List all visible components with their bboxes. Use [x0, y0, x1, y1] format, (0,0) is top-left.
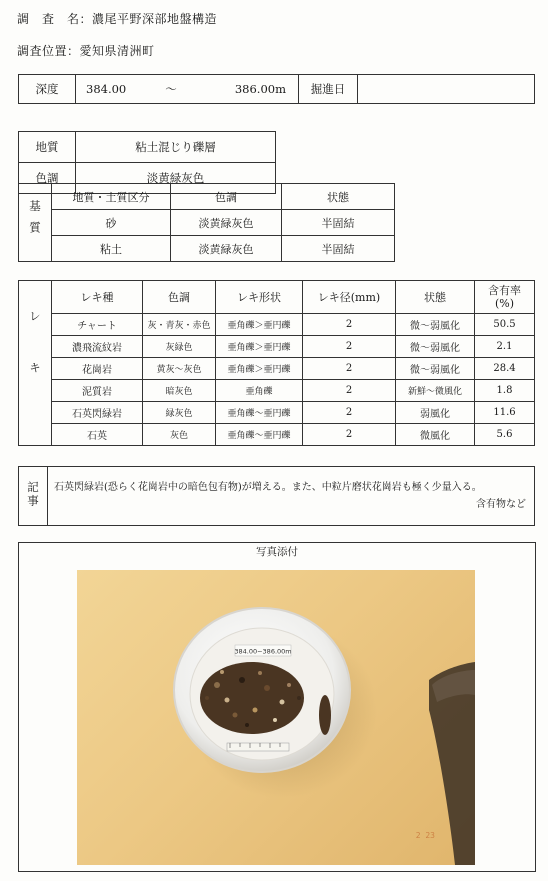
location: 愛知県清洲町: [79, 44, 155, 58]
matrix-cell: 砂: [52, 210, 171, 236]
photo-date-stamp: 2 23: [415, 831, 435, 840]
gravel-cell: 2.1: [475, 336, 535, 358]
drill-date-value: [358, 75, 535, 104]
matrix-header: 色調: [171, 184, 282, 210]
photo-box: [18, 542, 536, 872]
survey-name-line: [17, 10, 217, 27]
gravel-cell: 暗灰色: [143, 380, 216, 402]
matrix-cell: 粘土: [52, 236, 171, 262]
gravel-row: [19, 336, 535, 358]
depth-to: 386.00m: [196, 75, 299, 104]
gravel-header: レキ形状: [216, 281, 303, 314]
gravel-cell: 28.4: [475, 358, 535, 380]
gravel-cell: 石英: [52, 424, 143, 446]
gravel-cell: 濃飛流紋岩: [52, 336, 143, 358]
gravel-cell: 緑灰色: [143, 402, 216, 424]
gravel-header: 状態: [396, 281, 475, 314]
gravel-cell: 11.6: [475, 402, 535, 424]
gravel-cell: 2: [303, 336, 396, 358]
gravel-cell: 亜角礫: [216, 380, 303, 402]
photo-title: 写真添付: [256, 546, 298, 558]
gravel-side-label: レキ: [19, 281, 52, 446]
matrix-cell: 半固結: [282, 236, 395, 262]
gravel-cell: 50.5: [475, 314, 535, 336]
gravel-cell: 亜角礫～亜円礫: [216, 402, 303, 424]
gravel-cell: 2: [303, 380, 396, 402]
notes-side-label: 記事: [19, 467, 48, 526]
gravel-cell: 2: [303, 358, 396, 380]
gravel-cell: 亜角礫＞亜円礫: [216, 358, 303, 380]
sample-photo: [77, 570, 475, 865]
gravel-cell: 2: [303, 424, 396, 446]
gravel-cell: 黄灰～灰色: [143, 358, 216, 380]
gravel-header: 色調: [143, 281, 216, 314]
matrix-cell: 淡黄緑灰色: [171, 210, 282, 236]
depth-from: 384.00: [76, 75, 147, 104]
drill-date-label: 掘進日: [299, 75, 358, 104]
notes-trail: 含有物など: [476, 498, 526, 510]
gravel-header: レキ種: [52, 281, 143, 314]
depth-table: [18, 74, 535, 104]
gravel-row: [19, 358, 535, 380]
notes-text: 石英閃緑岩(恐らく花崗岩中の暗色包有物)が増える。また、中粒片磨状花崗岩も極く少量入る。: [54, 481, 482, 493]
notes-body: [48, 467, 535, 526]
gravel-cell: 泥質岩: [52, 380, 143, 402]
gravel-cell: 灰色: [143, 424, 216, 446]
gravel-cell: 5.6: [475, 424, 535, 446]
geology-label: 地質: [19, 132, 76, 163]
gravel-row: [19, 402, 535, 424]
matrix-row: [19, 210, 395, 236]
gravel-header: レキ径(mm): [303, 281, 396, 314]
gravel-cell: 弱風化: [396, 402, 475, 424]
matrix-row: [19, 236, 395, 262]
gravel-row: [19, 380, 535, 402]
gravel-row: [19, 314, 535, 336]
gravel-cell: 亜角礫＞亜円礫: [216, 314, 303, 336]
gravel-cell: 2: [303, 314, 396, 336]
dish-label: 384.00~386.00m: [234, 647, 292, 656]
survey-name-label: 調 査 名：: [17, 12, 93, 26]
gravel-row: [19, 424, 535, 446]
depth-label: 深度: [19, 75, 76, 104]
color-value: 淡黄緑灰色: [76, 163, 276, 194]
matrix-header: 地質・土質区分: [52, 184, 171, 210]
color-label: 色調: [19, 163, 76, 194]
sample-photo-image: [77, 570, 475, 865]
gravel-cell: 灰緑色: [143, 336, 216, 358]
matrix-table: [18, 183, 395, 262]
gravel-cell: 微～弱風化: [396, 314, 475, 336]
depth-sep: ～: [146, 75, 196, 104]
gravel-cell: 微～弱風化: [396, 336, 475, 358]
gravel-table: [18, 280, 535, 446]
survey-name: 濃尾平野深部地盤構造: [92, 12, 218, 26]
gravel-cell: 石英閃緑岩: [52, 402, 143, 424]
scale-ruler: [227, 743, 289, 751]
location-line: [17, 42, 155, 59]
gravel-cell: 亜角礫～亜円礫: [216, 424, 303, 446]
gravel-header: 含有率 (%): [475, 281, 535, 314]
geology-value: 粘土混じり礫層: [76, 132, 276, 163]
matrix-cell: 半固結: [282, 210, 395, 236]
gravel-cell: 微～弱風化: [396, 358, 475, 380]
gravel-cell: 微風化: [396, 424, 475, 446]
gravel-cell: 新鮮～微風化: [396, 380, 475, 402]
matrix-header: 状態: [282, 184, 395, 210]
matrix-cell: 淡黄緑灰色: [171, 236, 282, 262]
gravel-cell: 灰・青灰・赤色: [143, 314, 216, 336]
gravel-cell: 2: [303, 402, 396, 424]
gravel-cell: 1.8: [475, 380, 535, 402]
gravel-cell: 亜角礫＞亜円礫: [216, 336, 303, 358]
location-label: 調査位置：: [17, 44, 80, 58]
notes-table: [18, 466, 535, 526]
gravel-cell: チャート: [52, 314, 143, 336]
gravel-cell: 花崗岩: [52, 358, 143, 380]
matrix-side-label: 基質: [19, 184, 52, 262]
